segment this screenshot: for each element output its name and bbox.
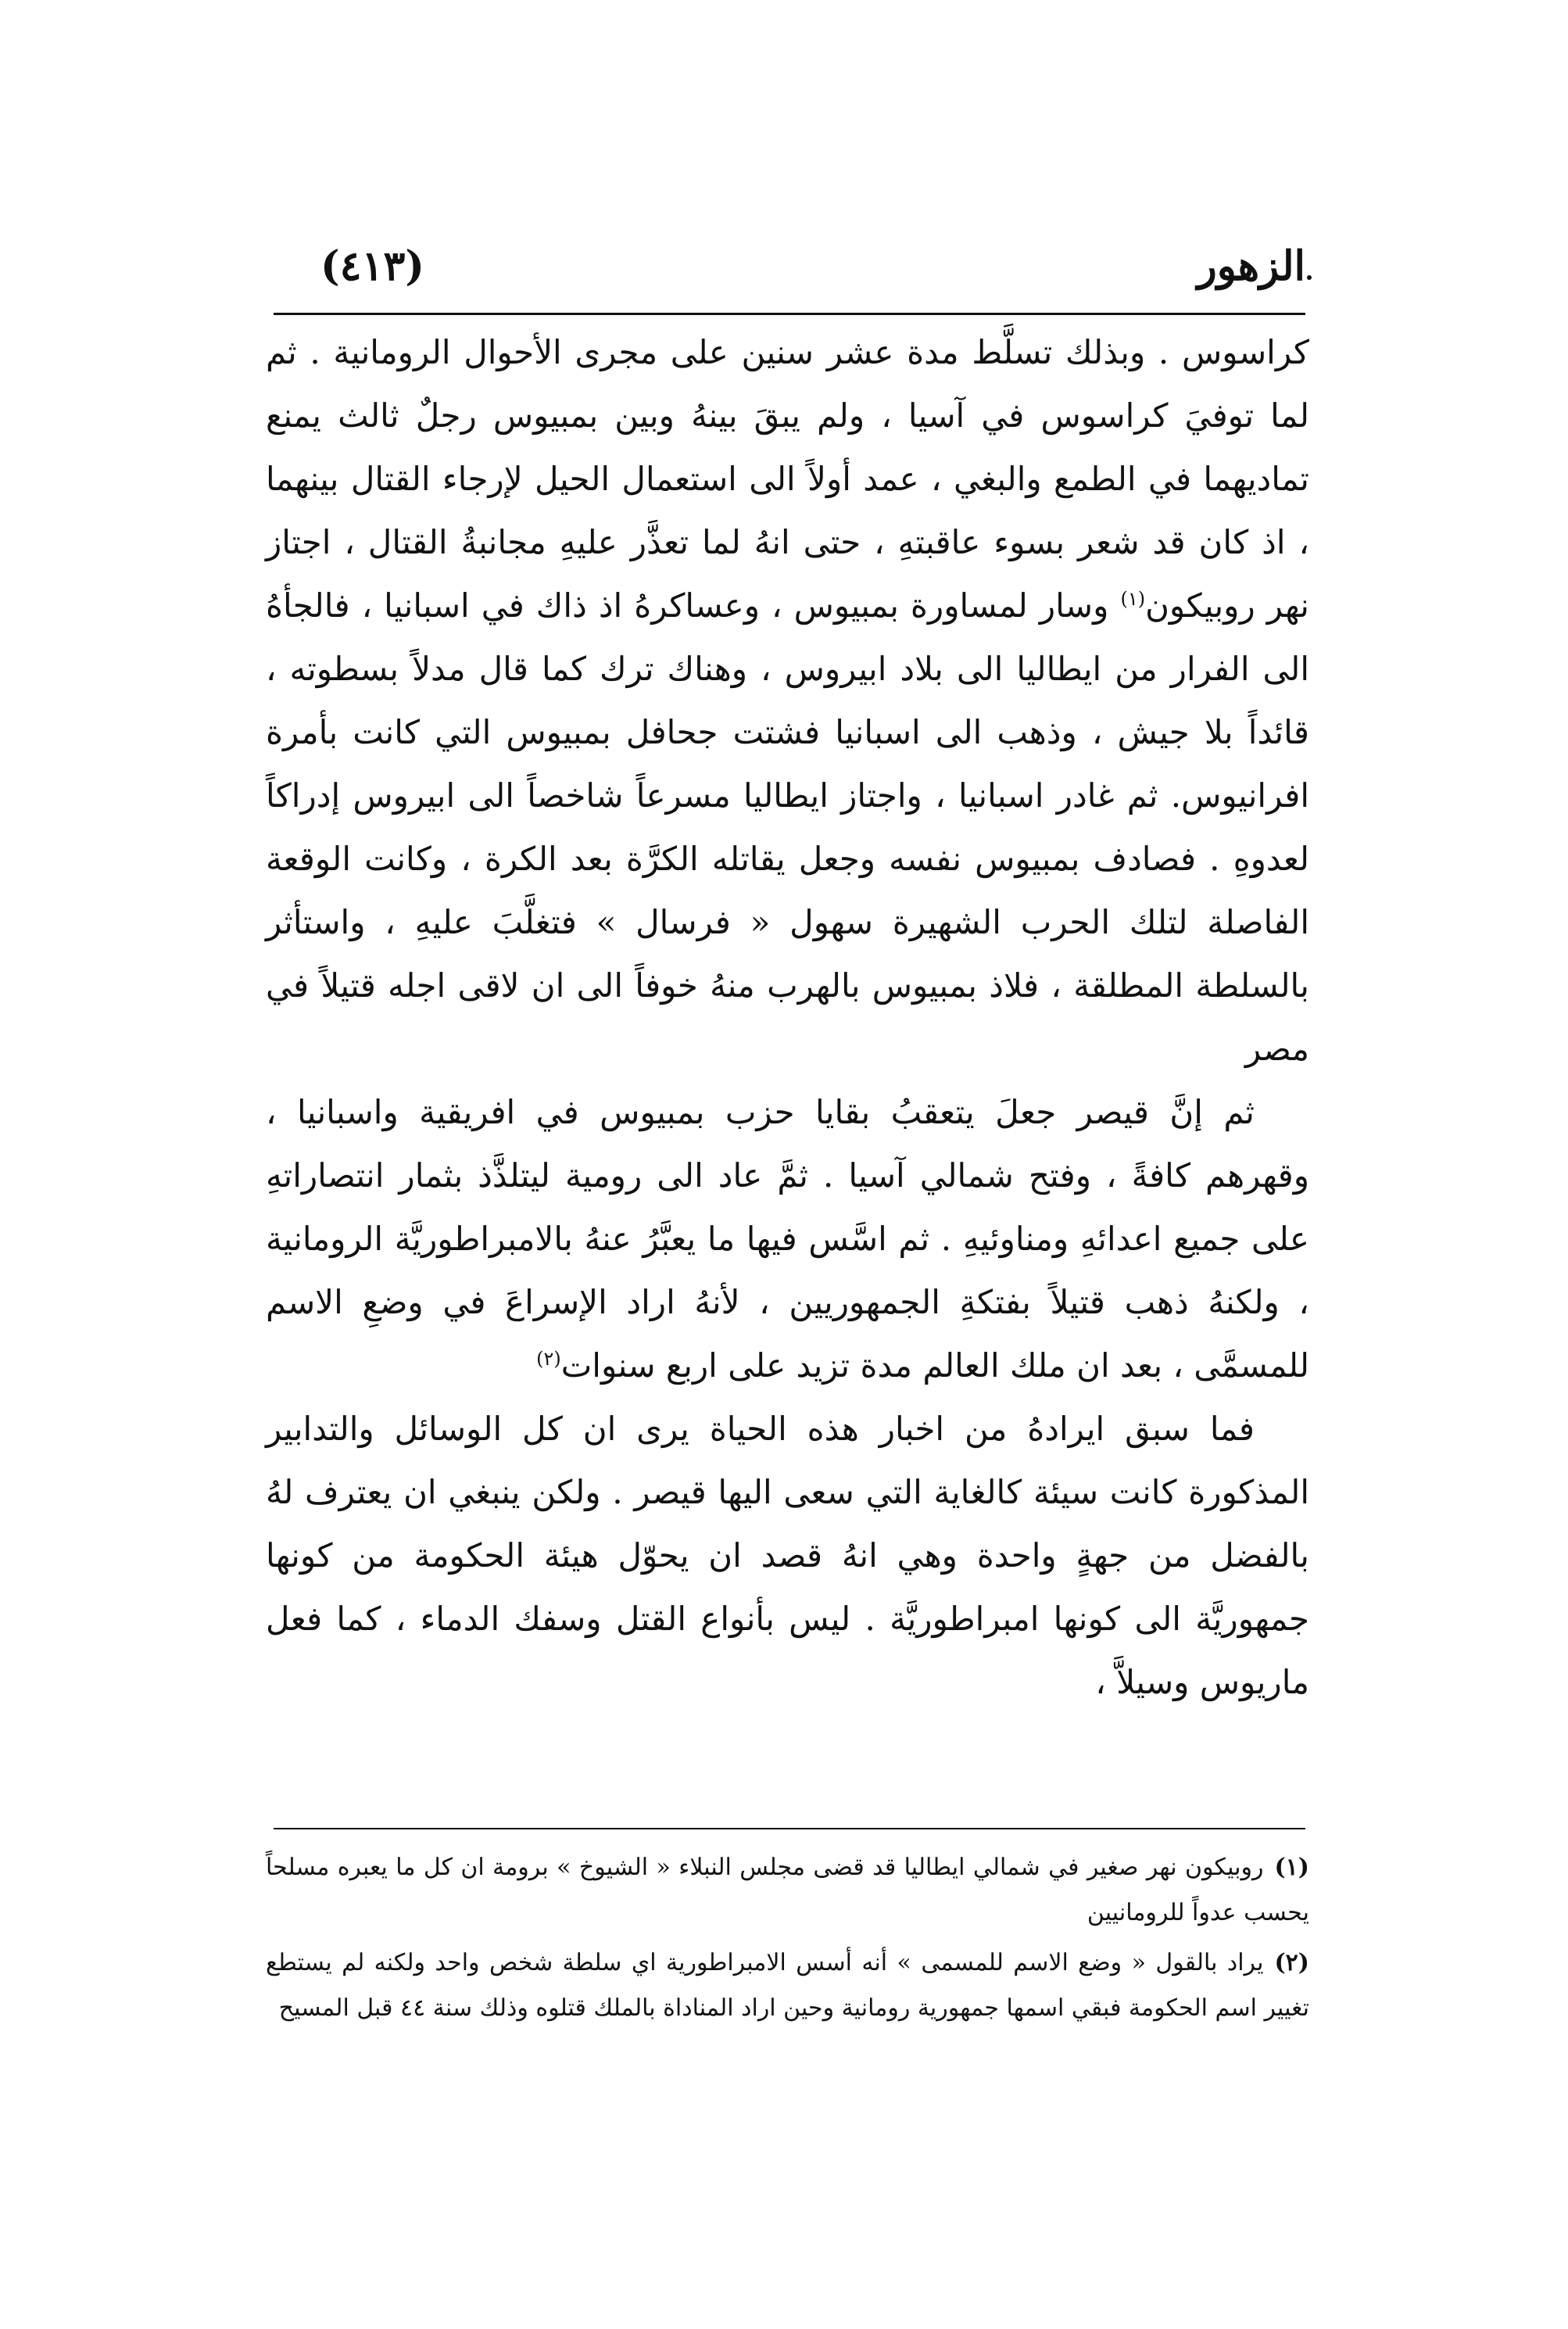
footnote-2 bbox=[266, 1940, 1309, 2031]
paragraph-2-text: ثم إنَّ قيصر جعلَ يتعقبُ بقايا حزب بمبيوس في افريقية واسبانيا ، وقهرهم كافةً ، وفتح شمالي آسيا . ثمَّ عاد الى رومية ليتلذَّذ بثمار انتصاراتهِ على جميع اعدائهِ ومناوئيهِ . ثم اسَّس فيها ما يعبَّرُ عنهُ بالامبراطوريَّة الرومانية ، ولكنهُ ذهب قتيلاً بفتكةِ الجمهوريين ، لأنهُ اراد الإسراعَ في وضعِ الاسم للمسمَّى ، بعد ان ملك العالم مدة تزيد على اربع سنوات bbox=[266, 1093, 1309, 1385]
paragraph-2 bbox=[266, 1080, 1309, 1397]
paragraph-1-text: كراسوس . وبذلك تسلَّط مدة عشر سنين على مجرى الأحوال الرومانية . ثم لما توفيَ كراسوس في آسيا ، ولم يبقَ بينهُ وبين بمبيوس رجلٌ ثالث يمنع تماديهما في الطمع والبغي ، عمد أولاً الى استعمال الحيل لإرجاء القتال بينهما ، اذ كان قد شعر بسوء عاقبتهِ ، حتى انهُ لما تعذَّر عليهِ مجانبةُ القتال ، اجتاز نهر روبيكون bbox=[266, 333, 1309, 625]
header-rule bbox=[274, 313, 1305, 315]
footnotes bbox=[266, 1845, 1309, 2036]
footnote-ref-2: (٢) bbox=[536, 1348, 561, 1370]
header-dot bbox=[1307, 275, 1312, 280]
footnote-1-text: روبيكون نهر صغير في شمالي ايطاليا قد قضى مجلس النبلاء « الشيوخ » برومة ان كل ما يعبره مسلحاً يحسب عدواً للرومانيين bbox=[266, 1854, 1309, 1926]
paragraph-3 bbox=[266, 1397, 1309, 1714]
page-header bbox=[274, 231, 1305, 301]
footnote-2-text: يراد بالقول « وضع الاسم للمسمى » أنه أسس الامبراطورية اي سلطة شخص واحد ولكنه لم يستطع تغيير اسم الحكومة فبقي اسمها جمهورية رومانية وحين اراد المناداة بالملك قتلوه وذلك سنة ٤٤ قبل المسيح bbox=[266, 1949, 1309, 2022]
footnote-1-mark: (١) bbox=[1274, 1854, 1309, 1881]
paragraph-3-text: فما سبق ايرادهُ من اخبار هذه الحياة يرى ان كل الوسائل والتدابير المذكورة كانت سيئة كالغاية التي سعى اليها قيصر . ولكن ينبغي ان يعترف لهُ بالفضل من جهةٍ واحدة وهي انهُ قصد ان يحوّل هيئة الحكومة من كونها جمهوريَّة الى كونها امبراطوريَّة . ليس بأنواع القتل وسفك الدماء ، كما فعل ماريوس وسيلاَّ ، bbox=[266, 1410, 1309, 1701]
footnote-ref-1: (١) bbox=[1120, 588, 1146, 610]
footnote-rule bbox=[274, 1828, 1305, 1829]
page-number: (٤١٣) bbox=[320, 242, 425, 290]
running-title: الزهور bbox=[1197, 242, 1305, 290]
footnote-2-mark: (٢) bbox=[1274, 1949, 1309, 1976]
body-text bbox=[266, 321, 1309, 1714]
footnote-1 bbox=[266, 1845, 1309, 1936]
paragraph-1-continued: وسار لمساورة بمبيوس ، وعساكرهُ اذ ذاك في اسبانيا ، فالجأهُ الى الفرار من ايطاليا الى بلاد ابيروس ، وهناك ترك كما قال مدلاً بسطوته ، قائداً بلا جيش ، وذهب الى اسبانيا فشتت جحافل بمبيوس التي كانت بأمرة افرانيوس. ثم غادر اسبانيا ، واجتاز ايطاليا مسرعاً شاخصاً الى ابيروس إدراكاً لعدوهِ . فصادف بمبيوس نفسه وجعل يقاتله الكرَّة بعد الكرة ، وكانت الوقعة الفاصلة لتلك الحرب الشهيرة سهول « فرسال » فتغلَّبَ عليهِ ، واستأثر بالسلطة المطلقة ، فلاذ بمبيوس بالهرب منهُ خوفاً الى ان لاقى اجله قتيلاً في مصر bbox=[266, 586, 1309, 1068]
paragraph-1 bbox=[266, 321, 1309, 1080]
